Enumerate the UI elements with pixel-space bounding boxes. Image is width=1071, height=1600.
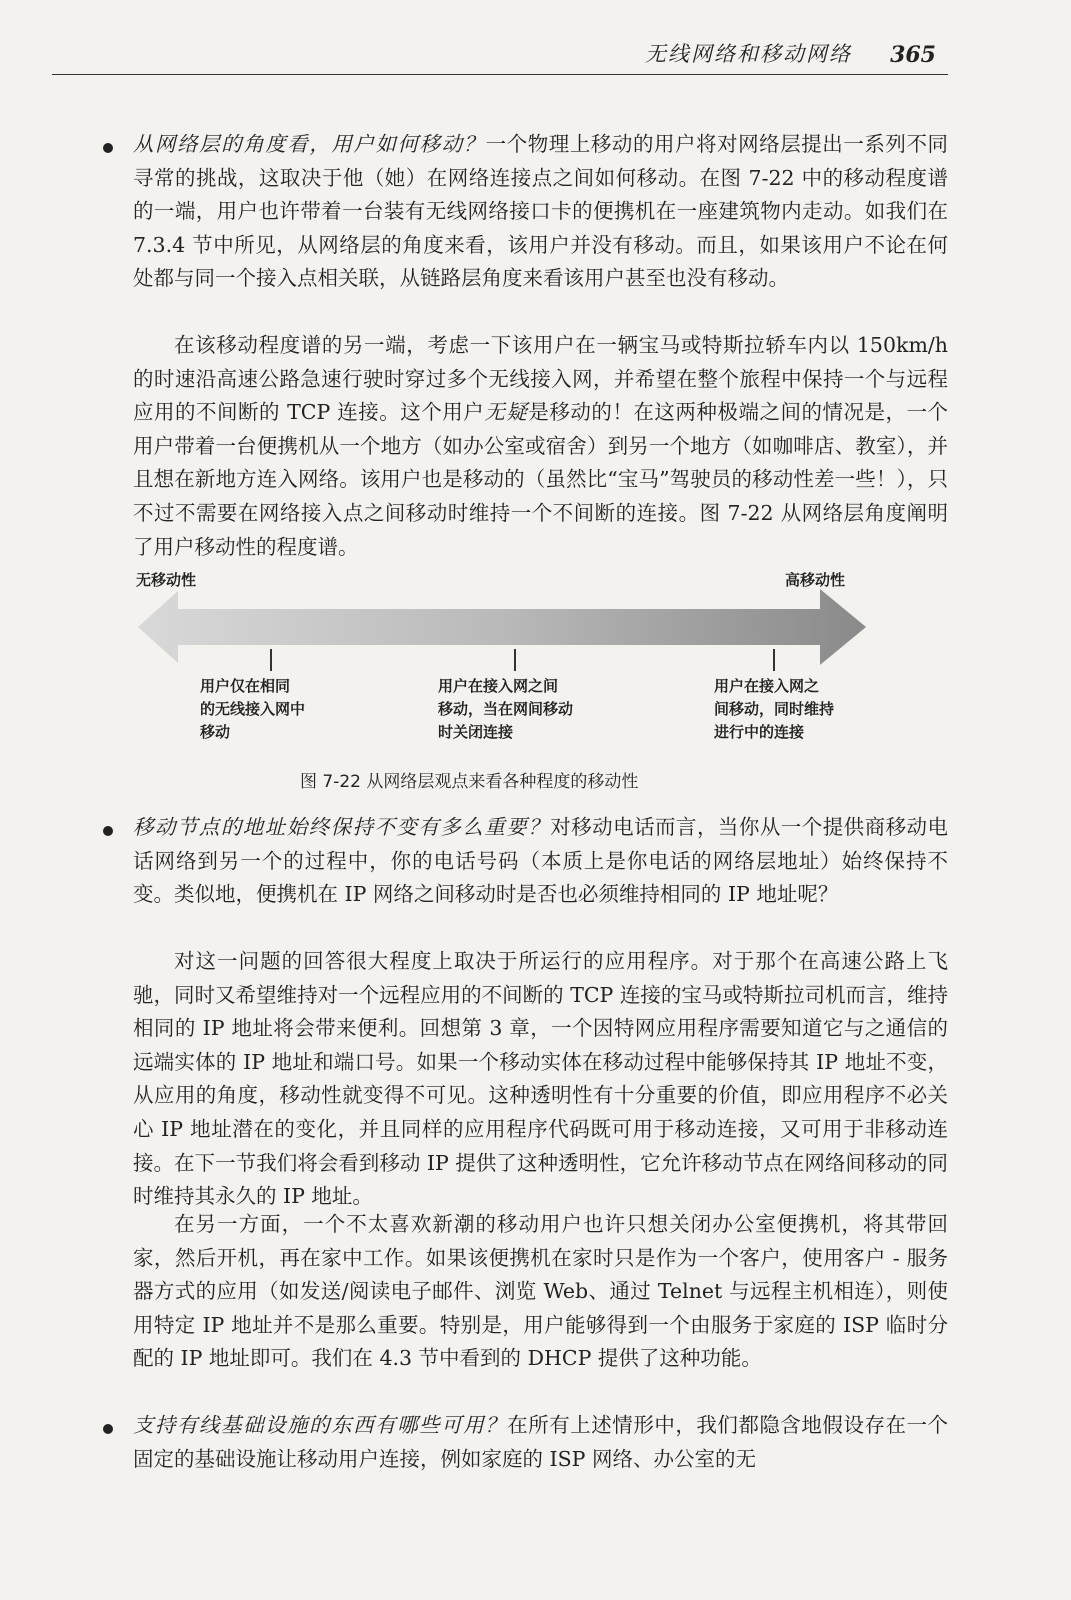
figure-caption: 图 7-22 从网络层观点来看各种程度的移动性 — [300, 772, 639, 792]
bullet-marker — [103, 1424, 113, 1434]
bullet-lead: 从网络层的角度看，用户如何移动？ — [133, 132, 486, 156]
bullet-paragraph-3 — [133, 1409, 948, 1476]
mobility-spectrum-figure — [130, 565, 870, 765]
emphasis-text: 无疑 — [484, 400, 529, 425]
paragraph-text: 对这一问题的回答很大程度上取决于所运行的应用程序。对于那个在高速公路上飞驰，同时又希望维持对一个远程应用的不间断的 TCP 连接的宝马或特斯拉司机而言，维持相同的 IP 地址将会带来便利。回想第 3 章，一个因特网应用程序需要知道它与之通信的远端实体的 IP 地址和端口号。如果一个移动实体在移动过程中能够保持其 IP 地址不变，从应用的角度，移动性就变得不可见。这种透明性有十分重要的价值，即应用程序不必关心 IP 地址潜在的变化，并且同样的应用程序代码既可用于移动连接，又可用于非移动连接。在下一节我们将会看到移动 IP 提供了这种透明性，它允许移动节点在网络间移动的同时维持其永久的 IP 地址。 — [133, 949, 948, 1209]
mobility-point-1: 用户仅在相同 的无线接入网中 移动 — [200, 677, 306, 741]
body-paragraph-5 — [133, 1208, 948, 1376]
paragraph-text: 在另一方面，一个不太喜欢新潮的移动用户也许只想关闭办公室便携机，将其带回家，然后开机，再在家中工作。如果该便携机在家时只是作为一个客户，使用客户 - 服务器方式的应用（如发送/阅读电子邮件、浏览 Web、通过 Telnet 与远程主机相连），则使用特定 IP 地址并不是那么重要。特别是，用户能够得到一个由服务于家庭的 ISP 临时分配的 IP 地址即可。我们在 4.3 节中看到的 DHCP 提供了这种功能。 — [133, 1212, 948, 1371]
body-paragraph-2 — [133, 329, 948, 564]
mobility-point-3: 用户在接入网之 间移动，同时维持 进行中的连接 — [714, 677, 835, 741]
bullet-paragraph-2 — [133, 811, 948, 912]
body-paragraph-4 — [133, 945, 948, 1214]
paragraph-text: 在所有上述情形中，我们都隐含地假设存在一个固定的基础设施让移动用户连接，例如家庭的 ISP 网络、办公室的无 — [133, 1413, 949, 1471]
paragraph-text: 在该移动程度谱的另一端，考虑一下该用户在一辆宝马或特斯拉轿车内以 150km/h 的时速沿高速公路急速行驶时穿过多个无线接入网，并希望在整个旅程中保持一个与远程应用的不间断的 TCP 连接。这个用户 — [133, 333, 948, 425]
bullet-paragraph-1 — [133, 128, 948, 296]
page-number: 365 — [890, 42, 936, 68]
running-header — [52, 36, 948, 75]
bullet-marker — [103, 826, 113, 836]
chapter-title: 无线网络和移动网络 — [645, 42, 852, 66]
spectrum-tick — [270, 649, 272, 671]
spectrum-tick — [773, 649, 775, 671]
bullet-marker — [103, 143, 113, 153]
mobility-point-2: 用户在接入网之间 移动，当在网间移动 时关闭连接 — [438, 677, 574, 741]
bullet-lead: 支持有线基础设施的东西有哪些可用？ — [133, 1413, 508, 1437]
bullet-lead: 移动节点的地址始终保持不变有多么重要？ — [133, 815, 551, 839]
high-mobility-label: 高移动性 — [785, 571, 846, 589]
no-mobility-label: 无移动性 — [136, 571, 197, 589]
paragraph-text: 是移动的！在这两种极端之间的情况是，一个用户带着一台便携机从一个地方（如办公室或宿舍）到另一个地方（如咖啡店、教室），并且想在新地方连入网络。该用户也是移动的（虽然比“宝马”驾驶员的移动性差一些！），只不过不需要在网络接入点之间移动时维持一个不间断的连接。图 7-22 从网络层角度阐明了用户移动性的程度谱。 — [133, 400, 949, 559]
paragraph-text: 对移动电话而言，当你从一个提供商移动电话网络到另一个的过程中，你的电话号码（本质上是你电话的网络层地址）始终保持不变。类似地，便携机在 IP 网络之间移动时是否也必须维持相同的 IP 地址呢？ — [133, 815, 949, 907]
mobility-arrow — [130, 585, 870, 665]
spectrum-tick — [514, 649, 516, 671]
paragraph-text: 一个物理上移动的用户将对网络层提出一系列不同寻常的挑战，这取决于他（她）在网络连接点之间如何移动。在图 7-22 中的移动程度谱的一端，用户也许带着一台装有无线网络接口卡的便携机在一座建筑物内走动。如我们在 7.3.4 节中所见，从网络层的角度来看，该用户并没有移动。而且，如果该用户不论在何处都与同一个接入点相关联，从链路层角度来看该用户甚至也没有移动。 — [133, 132, 949, 291]
